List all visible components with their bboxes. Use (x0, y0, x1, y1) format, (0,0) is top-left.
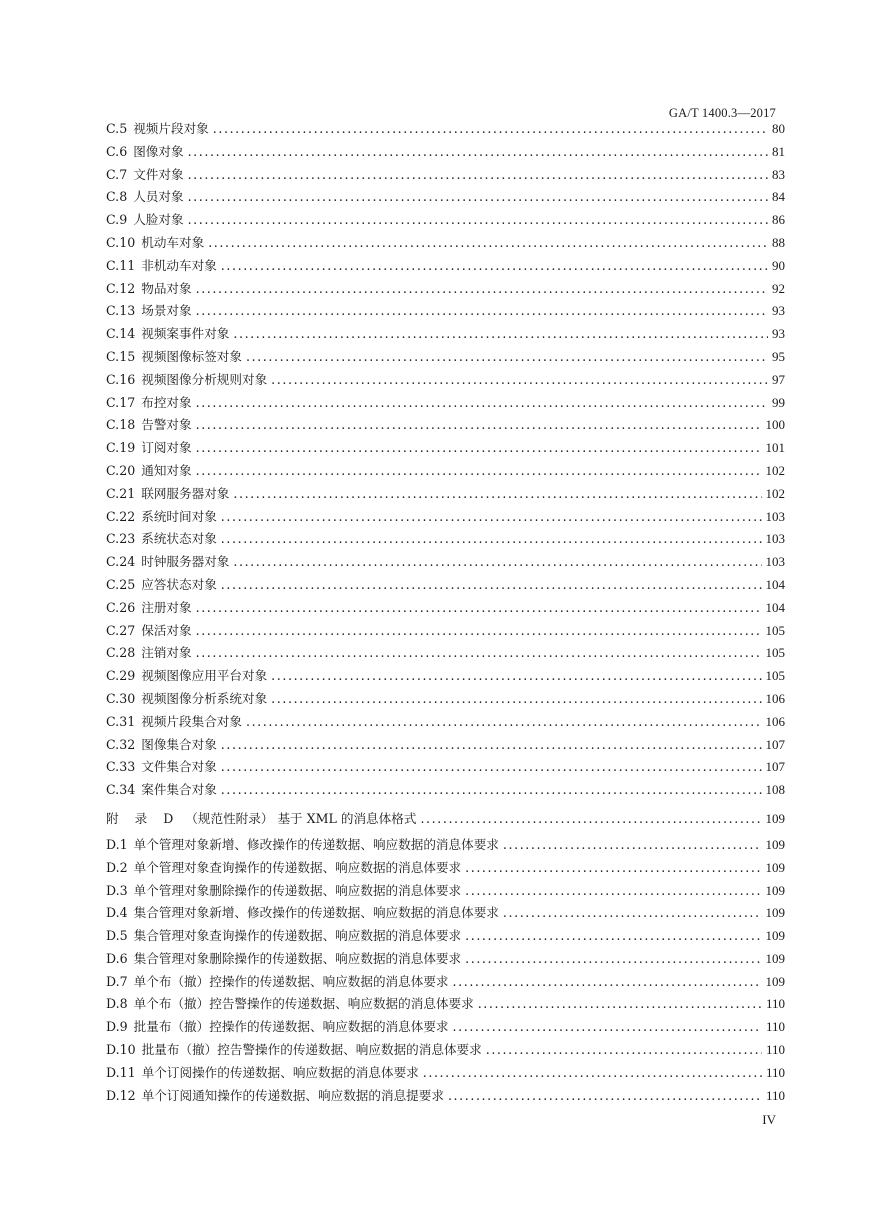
toc-dot-leader (233, 551, 761, 574)
toc-dot-leader (196, 437, 762, 460)
toc-entry[interactable] (106, 734, 785, 757)
toc-entry[interactable] (106, 1016, 785, 1039)
toc-entry[interactable] (106, 756, 785, 779)
toc-entry-number: D.8 (106, 996, 128, 1012)
toc-entry[interactable] (106, 323, 785, 346)
toc-dot-leader (196, 278, 768, 301)
toc-entry[interactable] (106, 369, 785, 392)
toc-entry[interactable] (106, 346, 785, 369)
toc-entry-title: 告警对象 (141, 417, 192, 433)
toc-entry-title: 视频图像应用平台对象 (141, 668, 268, 684)
toc-entry-page: 103 (765, 508, 785, 524)
toc-dot-leader (196, 620, 762, 643)
toc-entry-title: 注销对象 (141, 645, 192, 661)
toc-dot-leader (233, 323, 768, 346)
toc-entry-page: 109 (765, 950, 785, 966)
toc-entry-title: 批量布（撤）控告警操作的传递数据、响应数据的消息体要求 (141, 1042, 482, 1058)
toc-entry-page: 93 (772, 303, 785, 319)
toc-entry-page: 100 (765, 417, 785, 433)
toc-entry-page: 106 (765, 713, 785, 729)
toc-entry-page: 105 (765, 668, 785, 684)
toc-dot-leader (465, 857, 761, 880)
toc-dot-leader (423, 1062, 762, 1085)
toc-dot-leader (196, 414, 762, 437)
toc-entry-title: （规范性附录） 基于 XML 的消息体格式 (185, 810, 417, 826)
toc-entry[interactable] (106, 1085, 785, 1108)
toc-entry-page: 101 (765, 440, 785, 456)
toc-dot-leader (246, 346, 768, 369)
toc-entry[interactable] (106, 857, 785, 880)
toc-entry[interactable] (106, 437, 785, 460)
toc-entry[interactable] (106, 232, 785, 255)
toc-entry-page: 110 (765, 1042, 785, 1058)
toc-entry[interactable] (106, 834, 785, 857)
toc-entry[interactable] (106, 665, 785, 688)
toc-entry[interactable] (106, 392, 785, 415)
toc-entry-page: 86 (772, 212, 785, 228)
toc-entry-title: 系统时间对象 (141, 508, 217, 524)
toc-entry-page: 109 (765, 882, 785, 898)
toc-entry-title: 单个布（撤）控告警操作的传递数据、响应数据的消息体要求 (133, 996, 474, 1012)
toc-entry-page: 107 (765, 736, 785, 752)
toc-dot-leader (196, 300, 768, 323)
toc-dot-leader (453, 971, 762, 994)
toc-entry-number: C.10 (106, 234, 136, 250)
toc-entry-title: 时钟服务器对象 (141, 554, 230, 570)
toc-entry-page: 90 (772, 257, 785, 273)
toc-entry[interactable] (106, 209, 785, 232)
toc-entry-page: 106 (765, 690, 785, 706)
toc-entry-title: 视频图像标签对象 (141, 348, 242, 364)
toc-entry[interactable] (106, 779, 785, 802)
toc-entry-title: 单个管理对象查询操作的传递数据、响应数据的消息体要求 (133, 859, 462, 875)
toc-dot-leader (196, 460, 762, 483)
toc-dot-leader (453, 1016, 762, 1039)
toc-entry-page: 102 (765, 485, 785, 501)
toc-entry-title: 场景对象 (141, 303, 192, 319)
toc-entry[interactable] (106, 528, 785, 551)
toc-entry-page: 105 (765, 622, 785, 638)
toc-entry-number: C.8 (106, 189, 128, 205)
toc-entry[interactable] (106, 925, 785, 948)
toc-entry-title: 非机动车对象 (141, 257, 217, 273)
toc-dot-leader (486, 1039, 762, 1062)
toc-entry-page: 104 (765, 576, 785, 592)
toc-entry[interactable] (106, 141, 785, 164)
toc-entry-number: C.31 (106, 713, 136, 729)
toc-entry-number: C.17 (106, 394, 136, 410)
toc-entry-number: C.32 (106, 736, 136, 752)
toc-entry-title: 单个订阅通知操作的传递数据、响应数据的消息提要求 (141, 1087, 444, 1103)
toc-entry-title: 集合管理对象新增、修改操作的传递数据、响应数据的消息体要求 (133, 905, 499, 921)
toc-entry-title: 布控对象 (141, 394, 192, 410)
toc-entry-page: 103 (765, 554, 785, 570)
toc-dot-leader (208, 232, 768, 255)
toc-entry-page: 110 (765, 1087, 785, 1103)
toc-dot-leader (221, 779, 762, 802)
toc-entry-title: 批量布（撤）控操作的传递数据、响应数据的消息体要求 (133, 1019, 449, 1035)
toc-entry-number: C.22 (106, 508, 136, 524)
toc-entry-number: C.14 (106, 326, 136, 342)
toc-entry-number: C.9 (106, 212, 128, 228)
toc-entry-number: C.28 (106, 645, 136, 661)
toc-entry-page: 97 (772, 371, 785, 387)
toc-entry-number: D.12 (106, 1087, 136, 1103)
table-of-contents (106, 118, 785, 1107)
toc-entry-title: 保活对象 (141, 622, 192, 638)
toc-entry-number: C.29 (106, 668, 136, 684)
toc-entry-number: C.26 (106, 599, 136, 615)
toc-entry-page: 109 (765, 928, 785, 944)
toc-entry-title: 视频图像分析规则对象 (141, 371, 268, 387)
toc-dot-leader (465, 880, 761, 903)
toc-entry[interactable] (106, 255, 785, 278)
toc-entry-title: 文件对象 (133, 166, 184, 182)
toc-entry-number: C.21 (106, 485, 136, 501)
toc-dot-leader (465, 925, 761, 948)
toc-entry-title: 人员对象 (133, 189, 184, 205)
toc-dot-leader (196, 642, 762, 665)
toc-entry-page: 84 (772, 189, 785, 205)
toc-entry-number: C.7 (106, 166, 128, 182)
toc-entry-number: C.12 (106, 280, 136, 296)
toc-entry-page: 99 (772, 394, 785, 410)
toc-entry-title: 单个管理对象新增、修改操作的传递数据、响应数据的消息体要求 (133, 836, 499, 852)
toc-entry-number: C.30 (106, 690, 136, 706)
toc-dot-leader (221, 734, 762, 757)
toc-entry[interactable] (106, 597, 785, 620)
toc-dot-leader (478, 993, 762, 1016)
page-number: IV (762, 1112, 776, 1127)
toc-entry-title: 单个订阅操作的传递数据、响应数据的消息体要求 (141, 1064, 419, 1080)
toc-dot-leader (246, 711, 762, 734)
toc-entry-title: 视频图像分析系统对象 (141, 690, 268, 706)
toc-entry-title: 集合管理对象查询操作的传递数据、响应数据的消息体要求 (133, 928, 462, 944)
toc-entry-title: 通知对象 (141, 462, 192, 478)
toc-entry-title: 机动车对象 (141, 234, 205, 250)
toc-entry[interactable] (106, 1039, 785, 1062)
toc-entry-page: 81 (772, 143, 785, 159)
toc-entry-title: 案件集合对象 (141, 782, 217, 798)
toc-entry-number: D.4 (106, 905, 128, 921)
toc-entry-number: D.7 (106, 973, 128, 989)
toc-dot-leader (465, 948, 761, 971)
toc-entry-title: 人脸对象 (133, 212, 184, 228)
toc-entry-number: C.18 (106, 417, 136, 433)
toc-entry-number: D.9 (106, 1019, 128, 1035)
toc-entry[interactable] (106, 880, 785, 903)
toc-entry-number: D.2 (106, 859, 128, 875)
toc-dot-leader (221, 255, 768, 278)
toc-entry[interactable] (106, 551, 785, 574)
toc-entry-number: C.34 (106, 782, 136, 798)
toc-entry-number: C.16 (106, 371, 136, 387)
toc-entry-page: 110 (765, 996, 785, 1012)
toc-entry-page: 93 (772, 326, 785, 342)
toc-entry-page: 102 (765, 462, 785, 478)
toc-entry[interactable] (106, 993, 785, 1016)
toc-entry[interactable] (106, 460, 785, 483)
toc-entry[interactable] (106, 574, 785, 597)
toc-entry-title: 视频片段集合对象 (141, 713, 242, 729)
toc-entry-page: 80 (772, 121, 785, 136)
toc-entry-title: 订阅对象 (141, 440, 192, 456)
toc-entry-title: 视频案事件对象 (141, 326, 230, 342)
toc-entry-number: C.5 (106, 121, 128, 136)
toc-entry-page: 110 (765, 1064, 785, 1080)
toc-entry-title: 单个布（撤）控操作的传递数据、响应数据的消息体要求 (133, 973, 449, 989)
toc-entry-page: 105 (765, 645, 785, 661)
toc-entry[interactable] (106, 902, 785, 925)
toc-entry[interactable] (106, 118, 785, 141)
standard-id-header: GA/T 1400.3—2017 (668, 106, 776, 120)
toc-dot-leader (213, 118, 768, 141)
toc-entry-number: C.33 (106, 759, 136, 775)
toc-entry-page: 110 (765, 1019, 785, 1035)
toc-entry-page: 92 (772, 280, 785, 296)
toc-entry-page: 88 (772, 234, 785, 250)
toc-entry-page: 107 (765, 759, 785, 775)
toc-entry-number: C.27 (106, 622, 136, 638)
toc-dot-leader (233, 483, 761, 506)
toc-entry-title: 物品对象 (141, 280, 192, 296)
toc-entry[interactable] (106, 186, 785, 209)
toc-entry-title: 单个管理对象删除操作的传递数据、响应数据的消息体要求 (133, 882, 462, 898)
toc-entry[interactable] (106, 642, 785, 665)
toc-dot-leader (221, 574, 762, 597)
toc-entry[interactable] (106, 1062, 785, 1085)
toc-entry-number: D.3 (106, 882, 128, 898)
toc-entry-title: 文件集合对象 (141, 759, 217, 775)
toc-entry-number: C.15 (106, 348, 136, 364)
toc-entry-title: 联网服务器对象 (141, 485, 230, 501)
toc-dot-leader (271, 369, 768, 392)
toc-entry-number: D.10 (106, 1042, 136, 1058)
toc-entry-number: C.19 (106, 440, 136, 456)
toc-entry-number: C.6 (106, 143, 128, 159)
toc-entry[interactable] (106, 711, 785, 734)
toc-dot-leader (188, 186, 768, 209)
toc-dot-leader (448, 1085, 762, 1108)
toc-entry-page: 108 (765, 782, 785, 798)
toc-entry[interactable] (106, 688, 785, 711)
toc-entry[interactable] (106, 483, 785, 506)
toc-entry-number: D.1 (106, 836, 128, 852)
toc-entry-title: 系统状态对象 (141, 531, 217, 547)
toc-dot-leader (188, 164, 768, 187)
toc-entry[interactable] (106, 164, 785, 187)
toc-annex-entry[interactable] (106, 804, 785, 834)
toc-dot-leader (221, 756, 762, 779)
toc-dot-leader (188, 209, 768, 232)
toc-entry-title: 图像集合对象 (141, 736, 217, 752)
toc-entry-number: C.24 (106, 554, 136, 570)
toc-dot-leader (503, 902, 762, 925)
toc-entry[interactable] (106, 506, 785, 529)
toc-entry-title: 图像对象 (133, 143, 184, 159)
toc-entry-page: 95 (772, 348, 785, 364)
toc-entry-number: D.5 (106, 928, 128, 944)
toc-entry[interactable] (106, 971, 785, 994)
toc-entry-page: 109 (765, 836, 785, 852)
toc-entry-number: C.11 (106, 257, 136, 273)
toc-entry-page: 109 (765, 810, 785, 826)
toc-dot-leader (420, 804, 761, 834)
toc-entry-page: 109 (765, 859, 785, 875)
toc-dot-leader (503, 834, 762, 857)
toc-entry-number: C.13 (106, 303, 136, 319)
toc-entry-number: C.23 (106, 531, 136, 547)
toc-dot-leader (271, 688, 761, 711)
toc-entry-number: C.20 (106, 462, 136, 478)
toc-dot-leader (221, 506, 762, 529)
toc-dot-leader (271, 665, 761, 688)
toc-dot-leader (188, 141, 768, 164)
toc-entry-page: 109 (765, 973, 785, 989)
toc-entry-page: 103 (765, 531, 785, 547)
toc-entry-title: 集合管理对象删除操作的传递数据、响应数据的消息体要求 (133, 950, 462, 966)
toc-entry-number: 附 录 D (106, 810, 180, 826)
toc-entry-number: C.25 (106, 576, 136, 592)
toc-dot-leader (196, 597, 762, 620)
toc-entry-title: 应答状态对象 (141, 576, 217, 592)
toc-entry-page: 109 (765, 905, 785, 921)
toc-entry-page: 104 (765, 599, 785, 615)
toc-dot-leader (221, 528, 762, 551)
toc-entry-title: 注册对象 (141, 599, 192, 615)
toc-entry[interactable] (106, 278, 785, 301)
toc-entry-title: 视频片段对象 (133, 121, 209, 136)
toc-entry-number: D.6 (106, 950, 128, 966)
toc-entry[interactable] (106, 948, 785, 971)
toc-entry-number: D.11 (106, 1064, 136, 1080)
toc-dot-leader (196, 392, 768, 415)
toc-entry-page: 83 (772, 166, 785, 182)
toc-entry[interactable] (106, 620, 785, 643)
toc-entry[interactable] (106, 300, 785, 323)
toc-entry[interactable] (106, 414, 785, 437)
